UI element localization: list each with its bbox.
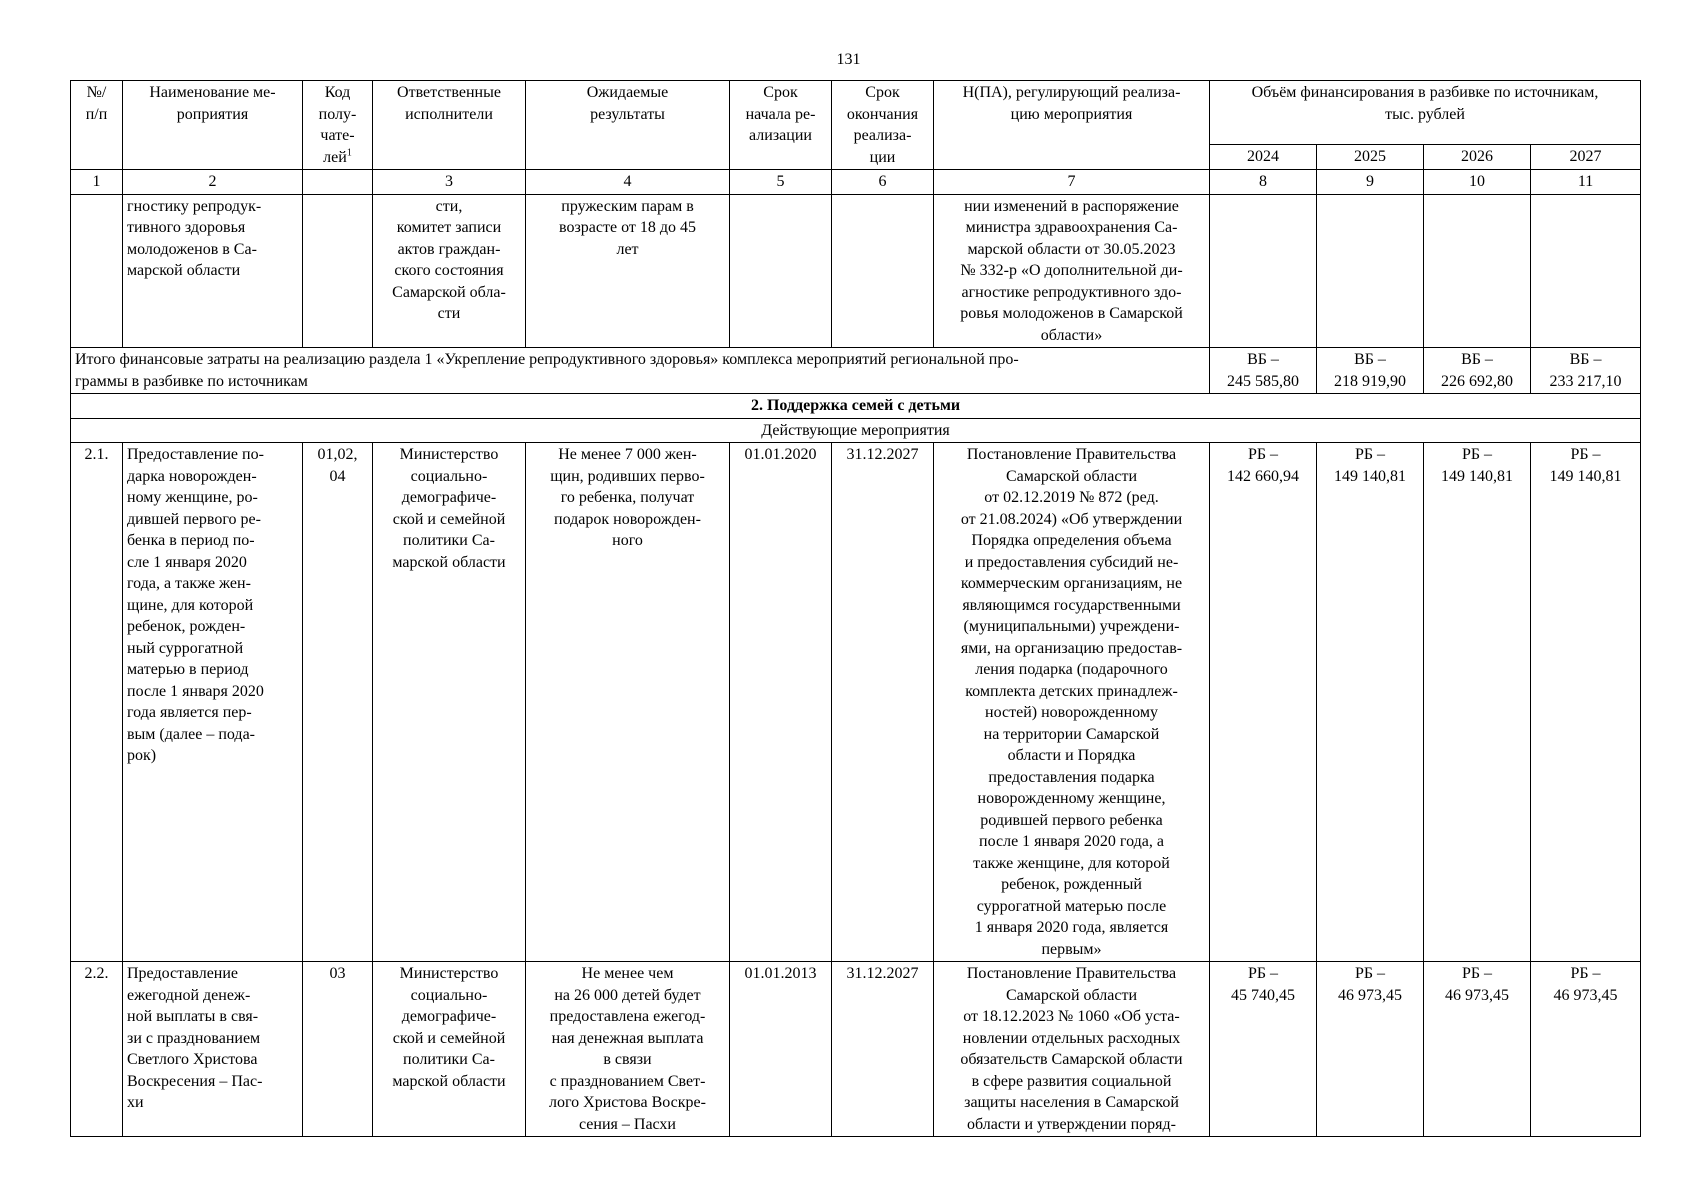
colnum-8: 8 — [1210, 170, 1317, 195]
total-2025: ВБ – 218 919,90 — [1317, 348, 1424, 394]
colnum-1: 1 — [71, 170, 123, 195]
colnum-10: 10 — [1424, 170, 1531, 195]
header-code-text: Код полу- чате- лей — [318, 84, 357, 166]
cell-code: 01,02, 04 — [303, 443, 373, 962]
cell-responsible: сти, комитет записи актов граждан- ского состояния Самарской обла- сти — [373, 194, 526, 348]
cell-num — [71, 194, 123, 348]
total-2024: ВБ – 245 585,80 — [1210, 348, 1317, 394]
cell-code — [303, 194, 373, 348]
cell-npa: нии изменений в распоряжение министра здравоохранения Са- марской области от 30.05.2023 № 332-р «О дополнительной ди- агностике репродуктивного здо- ровья молодоженов в Самарской области» — [934, 194, 1210, 348]
header-end: Срок окончания реализа- ции — [832, 81, 934, 170]
colnum-5: 5 — [730, 170, 832, 195]
cell-npa: Постановление Правительства Самарской области от 02.12.2019 № 872 (ред. от 21.08.2024) «Об утверждении Порядка определения объема и предоставления субсидий не- коммерческим организациям, не являющимся государственными (муниципальными) учреждени- ями, на организацию предостав- ления подарка (подарочного комплекта детских принадлеж- ностей) новорожденному на территории Самарской области и Порядка предоставления подарка новорожденному женщине, родившей первого ребенка после 1 января 2020 года, а также женщине, для которой ребенок, рожденный суррогатной матерью после 1 января 2020 года, является первым» — [934, 443, 1210, 962]
cell-start: 01.01.2013 — [730, 962, 832, 1137]
cell-start: 01.01.2020 — [730, 443, 832, 962]
cell-2026: РБ – 46 973,45 — [1424, 962, 1531, 1137]
cell-npa: Постановление Правительства Самарской области от 18.12.2023 № 1060 «Об уста- новлении отдельных расходных обязательств Самарской области в сфере развития социальной защиты населения в Самарской области и утверждении поряд- — [934, 962, 1210, 1137]
cell-name: Предоставление ежегодной денеж- ной выплаты в свя- зи с празднованием Светлого Христова Воскресения – Пас- хи — [123, 962, 303, 1137]
colnum-empty — [303, 170, 373, 195]
header-results: Ожидаемые результаты — [526, 81, 730, 170]
table-row — [71, 443, 1641, 962]
header-code — [303, 81, 373, 170]
header-finance: Объём финансирования в разбивке по источникам, тыс. рублей — [1210, 81, 1641, 145]
section-title: 2. Поддержка семей с детьми — [71, 394, 1641, 419]
cell-responsible: Министерство социально- демографиче- ской и семейной политики Са- марской области — [373, 443, 526, 962]
colnum-11: 11 — [1531, 170, 1641, 195]
cell-2027: РБ – 149 140,81 — [1531, 443, 1641, 962]
subsection-title-row — [71, 418, 1641, 443]
header-code-footnote: 1 — [346, 147, 352, 159]
cell-name: Предоставление по- дарка новорожден- ному женщине, ро- дившей первого ре- бенка в период по- сле 1 января 2020 года, а также жен- щине, для которой ребенок, рожден- ный суррогатной матерью в период после 1 января 2020 года является пер- вым (далее – пода- рок) — [123, 443, 303, 962]
cell-name: гностику репродук- тивного здоровья молодоженов в Са- марской области — [123, 194, 303, 348]
cell-code: 03 — [303, 962, 373, 1137]
cell-2025: РБ – 46 973,45 — [1317, 962, 1424, 1137]
header-year-2026: 2026 — [1424, 145, 1531, 170]
column-number-row — [71, 170, 1641, 195]
total-label: Итого финансовые затраты на реализацию раздела 1 «Укрепление репродуктивного здоровья» комплекса мероприятий региональной про- граммы в разбивке по источникам — [71, 348, 1210, 394]
cell-2026 — [1424, 194, 1531, 348]
page-number: 131 — [836, 51, 861, 68]
header-year-2024: 2024 — [1210, 145, 1317, 170]
cell-2025: РБ – 149 140,81 — [1317, 443, 1424, 962]
cell-2024: РБ – 45 740,45 — [1210, 962, 1317, 1137]
table-row — [71, 962, 1641, 1137]
header-npa: Н(ПА), регулирующий реализа- цию мероприятия — [934, 81, 1210, 170]
subsection-title: Действующие мероприятия — [71, 418, 1641, 443]
header-year-2025: 2025 — [1317, 145, 1424, 170]
cell-2024: РБ – 142 660,94 — [1210, 443, 1317, 962]
cell-results: Не менее 7 000 жен- щин, родивших перво- го ребенка, получат подарок новорожден- ного — [526, 443, 730, 962]
cell-end: 31.12.2027 — [832, 962, 934, 1137]
cell-responsible: Министерство социально- демографиче- ской и семейной политики Са- марской области — [373, 962, 526, 1137]
section-title-row — [71, 394, 1641, 419]
header-start: Срок начала ре- ализации — [730, 81, 832, 170]
cell-2026: РБ – 149 140,81 — [1424, 443, 1531, 962]
colnum-2: 2 — [123, 170, 303, 195]
colnum-7: 7 — [934, 170, 1210, 195]
colnum-6: 6 — [832, 170, 934, 195]
colnum-9: 9 — [1317, 170, 1424, 195]
cell-2025 — [1317, 194, 1424, 348]
cell-num: 2.2. — [71, 962, 123, 1137]
table-row — [71, 194, 1641, 348]
cell-end: 31.12.2027 — [832, 443, 934, 962]
program-table — [70, 80, 1641, 1137]
cell-start — [730, 194, 832, 348]
cell-num: 2.1. — [71, 443, 123, 962]
header-year-2027: 2027 — [1531, 145, 1641, 170]
total-2026: ВБ – 226 692,80 — [1424, 348, 1531, 394]
cell-2027: РБ – 46 973,45 — [1531, 962, 1641, 1137]
header-responsible: Ответственные исполнители — [373, 81, 526, 170]
cell-2027 — [1531, 194, 1641, 348]
total-2027: ВБ – 233 217,10 — [1531, 348, 1641, 394]
total-row — [71, 348, 1641, 394]
cell-results: пружеским парам в возрасте от 18 до 45 лет — [526, 194, 730, 348]
header-name: Наименование ме- роприятия — [123, 81, 303, 170]
colnum-3: 3 — [373, 170, 526, 195]
header-row — [71, 81, 1641, 145]
colnum-4: 4 — [526, 170, 730, 195]
cell-results: Не менее чем на 26 000 детей будет предоставлена ежегод- ная денежная выплата в связи с празднованием Свет- лого Христова Воскре- сения – Пасхи — [526, 962, 730, 1137]
header-num: №/ п/п — [71, 81, 123, 170]
cell-end — [832, 194, 934, 348]
cell-2024 — [1210, 194, 1317, 348]
